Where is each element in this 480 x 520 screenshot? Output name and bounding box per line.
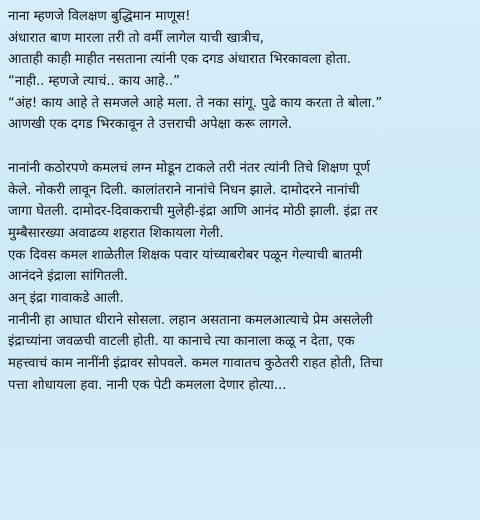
text-line: केले. नोकरी लावून दिली. कालांतराने नानांचे निधन झाले. दामोदरने नानांची bbox=[8, 182, 360, 198]
text-line: नानीनी हा आघात धीराने सोसला. लहान असताना कमलआत्याचे प्रेम असलेली bbox=[8, 312, 373, 328]
paragraph-gap bbox=[8, 136, 472, 158]
text-line: इंद्राच्यांना जवळची वाटली होती. या कानाचे त्या कानाला कळू न देता, एक bbox=[8, 334, 355, 350]
text-line: “नाही.. म्हणजे त्याचं.. काय आहे..” bbox=[8, 74, 180, 90]
text-line: आणखी एक दगड भिरकावून ते उत्तराची अपेक्षा करू लागले. bbox=[8, 117, 293, 133]
paragraph-nana bbox=[8, 6, 472, 136]
text-line: “अंह! काय आहे ते समजले आहे मला. ते नका सांगू. पुढे काय करता ते बोला.” bbox=[8, 95, 383, 111]
text-line: मुम्बैसारख्या अवाढव्य शहरात शिकायला गेली. bbox=[8, 225, 224, 241]
text-line: अन् इंद्रा गावाकडे आली. bbox=[8, 290, 124, 306]
paragraph-kamal bbox=[8, 158, 472, 397]
text-line: महत्त्वाचं काम नानींनी इंद्रावर सोपवले. कमल गावातच कुठेतरी राहत होती, तिचा bbox=[8, 356, 383, 371]
text-line: नाना म्हणजे विलक्षण बुद्धिमान माणूस! bbox=[8, 9, 191, 24]
text-line: आताही काही माहीत नसताना त्यांनी एक दगड अंधारात भिरकावला होता. bbox=[8, 52, 351, 68]
text-line: नानांनी कठोरपणे कमलचं लग्न मोडून टाकले तरी नंतर त्यांनी तिचे शिक्षण पूर्ण bbox=[8, 160, 370, 176]
text-line: एक दिवस कमल शाळेतील शिक्षक पवार यांच्याबरोबर पळून गेल्याची बातमी bbox=[8, 247, 363, 263]
text-line: जागा घेतली. दामोदर-दिवाकराची मुलेही-इंद्रा आणि आनंद मोठी झाली. इंद्रा तर bbox=[8, 204, 378, 220]
text-line: आनंदने इंद्राला सांगितली. bbox=[8, 269, 128, 285]
text-line: पत्ता शोधायला हवा. नानी एक पेटी कमलला देणार होत्या... bbox=[8, 377, 287, 393]
text-line: अंधारात बाण मारला तरी तो वर्मी लागेल याची खात्रीच, bbox=[8, 30, 264, 46]
